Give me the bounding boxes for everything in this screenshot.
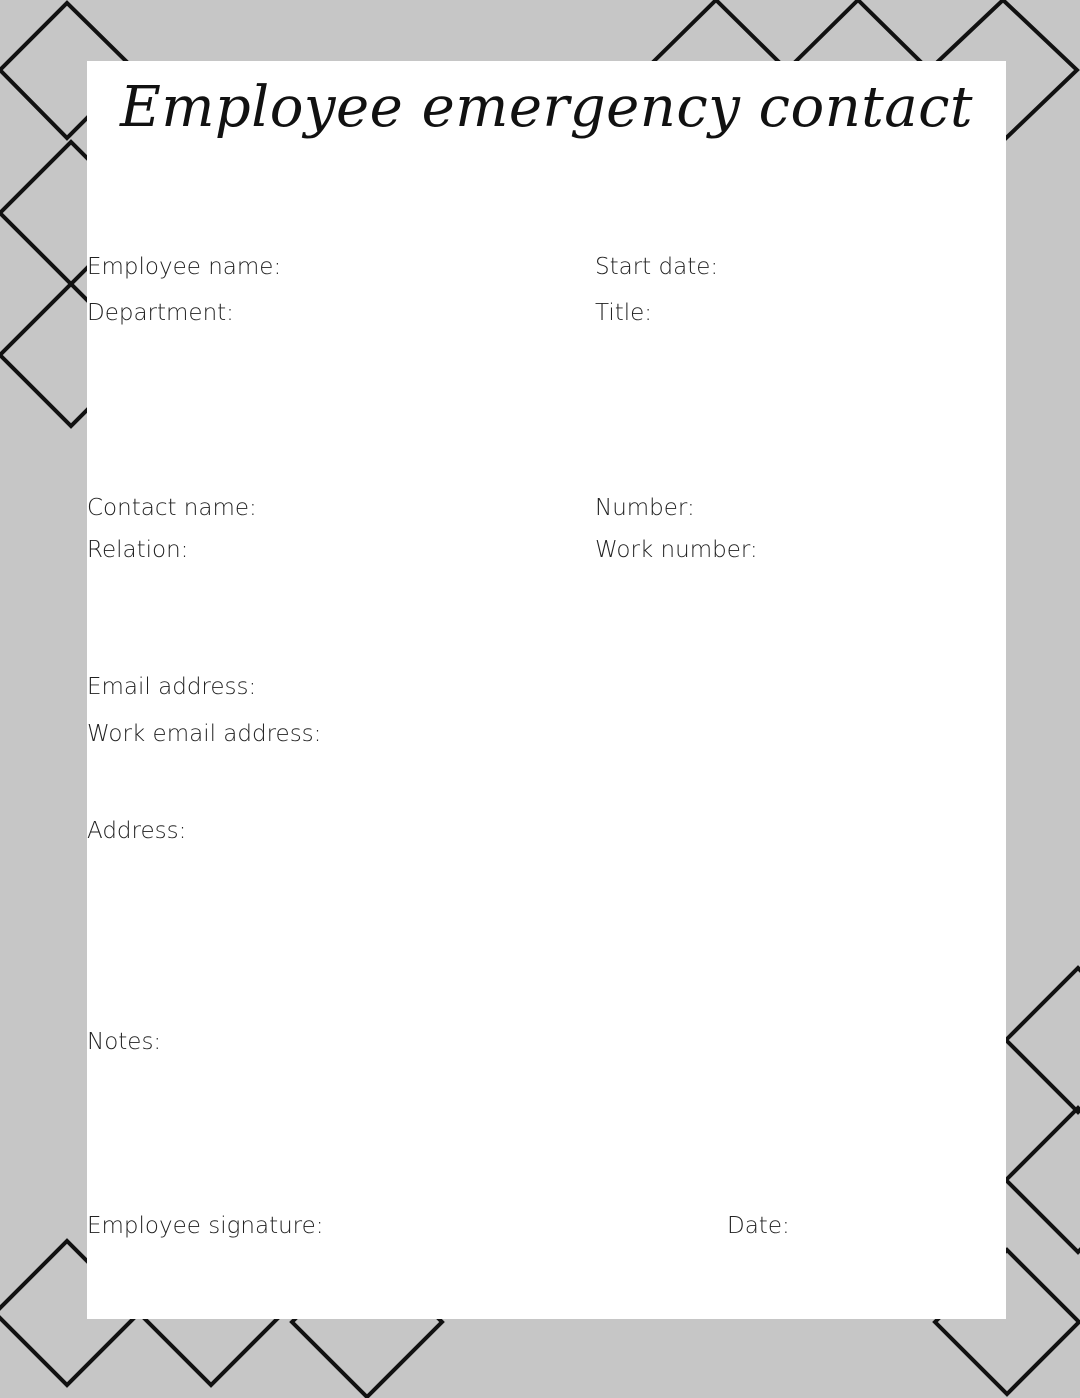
form-title: Employee emergency contact <box>119 75 974 140</box>
diamond-shape <box>1006 1108 1080 1252</box>
relation-label: Relation: <box>87 537 189 563</box>
number-label: Number: <box>595 495 695 521</box>
department-label: Department: <box>87 300 234 326</box>
email-address-label: Email address: <box>87 674 257 700</box>
work-number-label: Work number: <box>595 537 758 563</box>
date-label: Date: <box>727 1213 790 1239</box>
title-label: Title: <box>595 300 653 326</box>
work-email-address-label: Work email address: <box>87 721 322 747</box>
notes-label: Notes: <box>87 1029 162 1055</box>
diamond-shape <box>1006 968 1080 1112</box>
employee-signature-label: Employee signature: <box>87 1213 324 1239</box>
contact-name-label: Contact name: <box>87 495 257 521</box>
form-sheet <box>87 61 1006 1319</box>
address-label: Address: <box>87 818 187 844</box>
start-date-label: Start date: <box>595 254 719 280</box>
employee-name-label: Employee name: <box>87 254 282 280</box>
